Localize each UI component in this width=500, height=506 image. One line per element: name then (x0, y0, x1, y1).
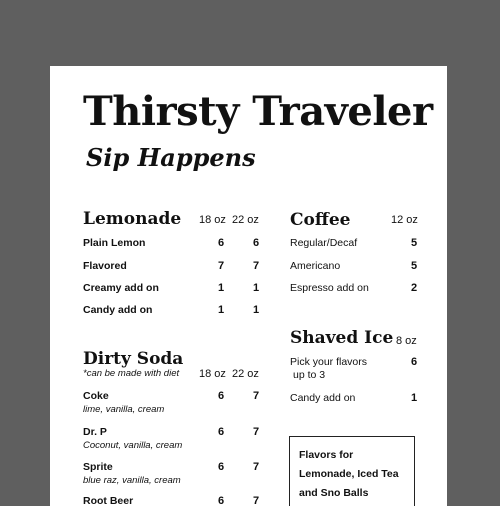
dirty-soda-price-22: 7 (252, 495, 260, 506)
dirty-soda-price-22: 7 (252, 426, 260, 438)
coffee-price: 5 (410, 237, 418, 249)
coffee-price: 2 (410, 282, 418, 294)
dirty-soda-item-name: Sprite (83, 461, 113, 473)
dirty-soda-item-desc: lime, vanilla, cream (83, 404, 165, 415)
lemonade-price-22: 6 (252, 237, 260, 249)
lemonade-price-18: 1 (217, 304, 225, 316)
lemonade-item-name: Candy add on (83, 304, 153, 316)
lemonade-heading: Lemonade (83, 209, 182, 229)
lemonade-price-18: 1 (217, 282, 225, 294)
shaved-ice-item-name: Pick your flavors (290, 356, 368, 368)
flavors-box-line: Flavors for (299, 449, 354, 461)
flavors-box-line: and Sno Balls (299, 487, 369, 499)
coffee-heading: Coffee (290, 210, 351, 230)
menu-page (50, 66, 447, 506)
lemonade-price-22: 1 (252, 282, 260, 294)
shaved-ice-price: 6 (410, 356, 418, 368)
flavors-box-line: Lemonade, Iced Tea (299, 468, 399, 480)
coffee-price: 5 (410, 260, 418, 272)
dirty-soda-price-22: 7 (252, 461, 260, 473)
menu-title: Thirsty Traveler (83, 88, 433, 135)
shaved-ice-size: 8 oz (396, 335, 417, 347)
shaved-ice-item-name: Candy add on (290, 392, 356, 404)
dirty-soda-heading: Dirty Soda (83, 349, 184, 369)
dirty-soda-item-desc: Coconut, vanilla, cream (83, 440, 183, 451)
lemonade-size-22: 22 oz (232, 214, 259, 226)
dirty-soda-price-18: 6 (217, 426, 225, 438)
coffee-item-name: Espresso add on (290, 282, 369, 294)
lemonade-item-name: Flavored (83, 260, 127, 272)
shaved-ice-heading: Shaved Ice (290, 328, 394, 348)
coffee-size: 12 oz (391, 214, 418, 226)
lemonade-item-name: Creamy add on (83, 282, 159, 294)
flavors-box (289, 436, 415, 506)
dirty-soda-item-name: Root Beer (83, 495, 134, 506)
dirty-soda-price-22: 7 (252, 390, 260, 402)
lemonade-size-18: 18 oz (199, 214, 226, 226)
dirty-soda-price-18: 6 (217, 390, 225, 402)
dirty-soda-item-name: Dr. P (83, 426, 107, 438)
shaved-ice-price: 1 (410, 392, 418, 404)
coffee-item-name: Americano (290, 260, 341, 272)
dirty-soda-price-18: 6 (217, 461, 225, 473)
dirty-soda-item-name: Coke (83, 390, 109, 402)
dirty-soda-size-22: 22 oz (232, 368, 259, 380)
coffee-item-name: Regular/Decaf (290, 237, 358, 249)
dirty-soda-price-18: 6 (217, 495, 225, 506)
dirty-soda-size-18: 18 oz (199, 368, 226, 380)
dirty-soda-item-desc: blue raz, vanilla, cream (83, 475, 181, 486)
lemonade-item-name: Plain Lemon (83, 237, 146, 249)
lemonade-price-18: 7 (217, 260, 225, 272)
lemonade-price-18: 6 (217, 237, 225, 249)
dirty-soda-note: *can be made with diet (83, 368, 180, 379)
shaved-ice-item-name-cont: up to 3 (293, 369, 326, 381)
lemonade-price-22: 1 (252, 304, 260, 316)
lemonade-price-22: 7 (252, 260, 260, 272)
menu-tagline: Sip Happens (86, 143, 256, 172)
